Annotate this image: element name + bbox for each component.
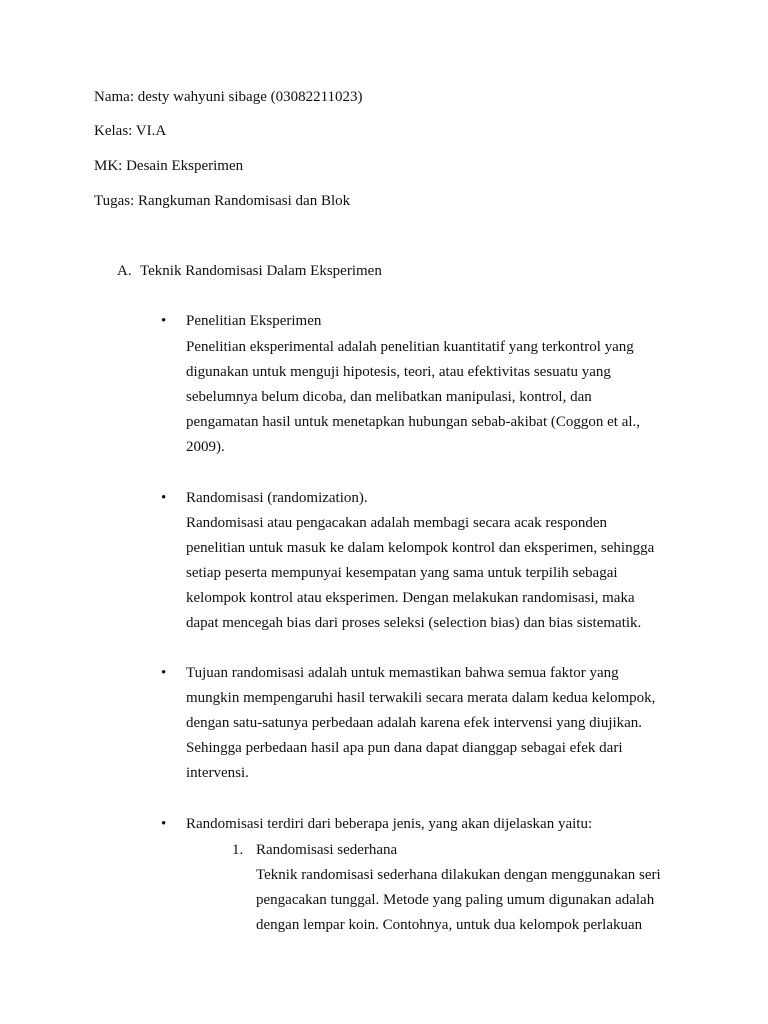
paragraph-line: pengacakan tunggal. Metode yang paling umum digunakan adalah [256, 892, 655, 908]
paragraph-line: Sehingga perbedaan hasil apa pun dana dapat dianggap sebagai efek dari [186, 740, 623, 756]
numbered-heading: Randomisasi sederhana [256, 842, 398, 858]
bullet-icon: • [161, 490, 167, 506]
paragraph-line: kelompok kontrol atau eksperimen. Dengan melakukan randomisasi, maka [186, 590, 635, 606]
section-letter: A. [117, 263, 132, 279]
paragraph-line: dapat mencegah bias dari proses seleksi (selection bias) dan bias sistematik. [186, 615, 642, 631]
paragraph-line: mungkin mempengaruhi hasil terwakili secara merata dalam kedua kelompok, [186, 690, 656, 706]
course-name: MK: Desain Eksperimen [94, 158, 244, 174]
paragraph-line: 2009). [186, 439, 225, 455]
paragraph-line: penelitian untuk masuk ke dalam kelompok kontrol dan eksperimen, sehingga [186, 540, 655, 556]
paragraph-line: sebelumnya belum dicoba, dan melibatkan manipulasi, kontrol, dan [186, 389, 592, 405]
paragraph-line: digunakan untuk menguji hipotesis, teori, atau efektivitas sesuatu yang [186, 364, 611, 380]
paragraph-line: Teknik randomisasi sederhana dilakukan dengan menggunakan seri [256, 867, 661, 883]
paragraph-line: dengan lempar koin. Contohnya, untuk dua kelompok perlakuan [256, 917, 643, 933]
bullet-heading: Penelitian Eksperimen [186, 313, 322, 329]
paragraph-line: Tujuan randomisasi adalah untuk memastikan bahwa semua faktor yang [186, 665, 619, 681]
paragraph-line: pengamatan hasil untuk menetapkan hubungan sebab-akibat (Coggon et al., [186, 414, 641, 430]
section-title: Teknik Randomisasi Dalam Eksperimen [140, 263, 382, 279]
student-name: Nama: desty wahyuni sibage (03082211023) [94, 89, 363, 105]
paragraph-line: Randomisasi terdiri dari beberapa jenis, yang akan dijelaskan yaitu: [186, 816, 593, 832]
paragraph-line: Randomisasi atau pengacakan adalah membagi secara acak responden [186, 515, 608, 531]
bullet-icon: • [161, 313, 167, 329]
student-class: Kelas: VI.A [94, 123, 167, 139]
paragraph-line: Penelitian eksperimental adalah penelitian kuantitatif yang terkontrol yang [186, 339, 634, 355]
paragraph-line: setiap peserta mempunyai kesempatan yang sama untuk terpilih sebagai [186, 565, 618, 581]
paragraph-line: intervensi. [186, 765, 249, 781]
bullet-icon: • [161, 665, 167, 681]
assignment-title: Tugas: Rangkuman Randomisasi dan Blok [94, 193, 351, 209]
bullet-heading: Randomisasi (randomization). [186, 490, 368, 506]
list-number: 1. [232, 842, 244, 858]
paragraph-line: dengan satu-satunya perbedaan adalah karena efek intervensi yang diujikan. [186, 715, 643, 731]
bullet-icon: • [161, 816, 167, 832]
